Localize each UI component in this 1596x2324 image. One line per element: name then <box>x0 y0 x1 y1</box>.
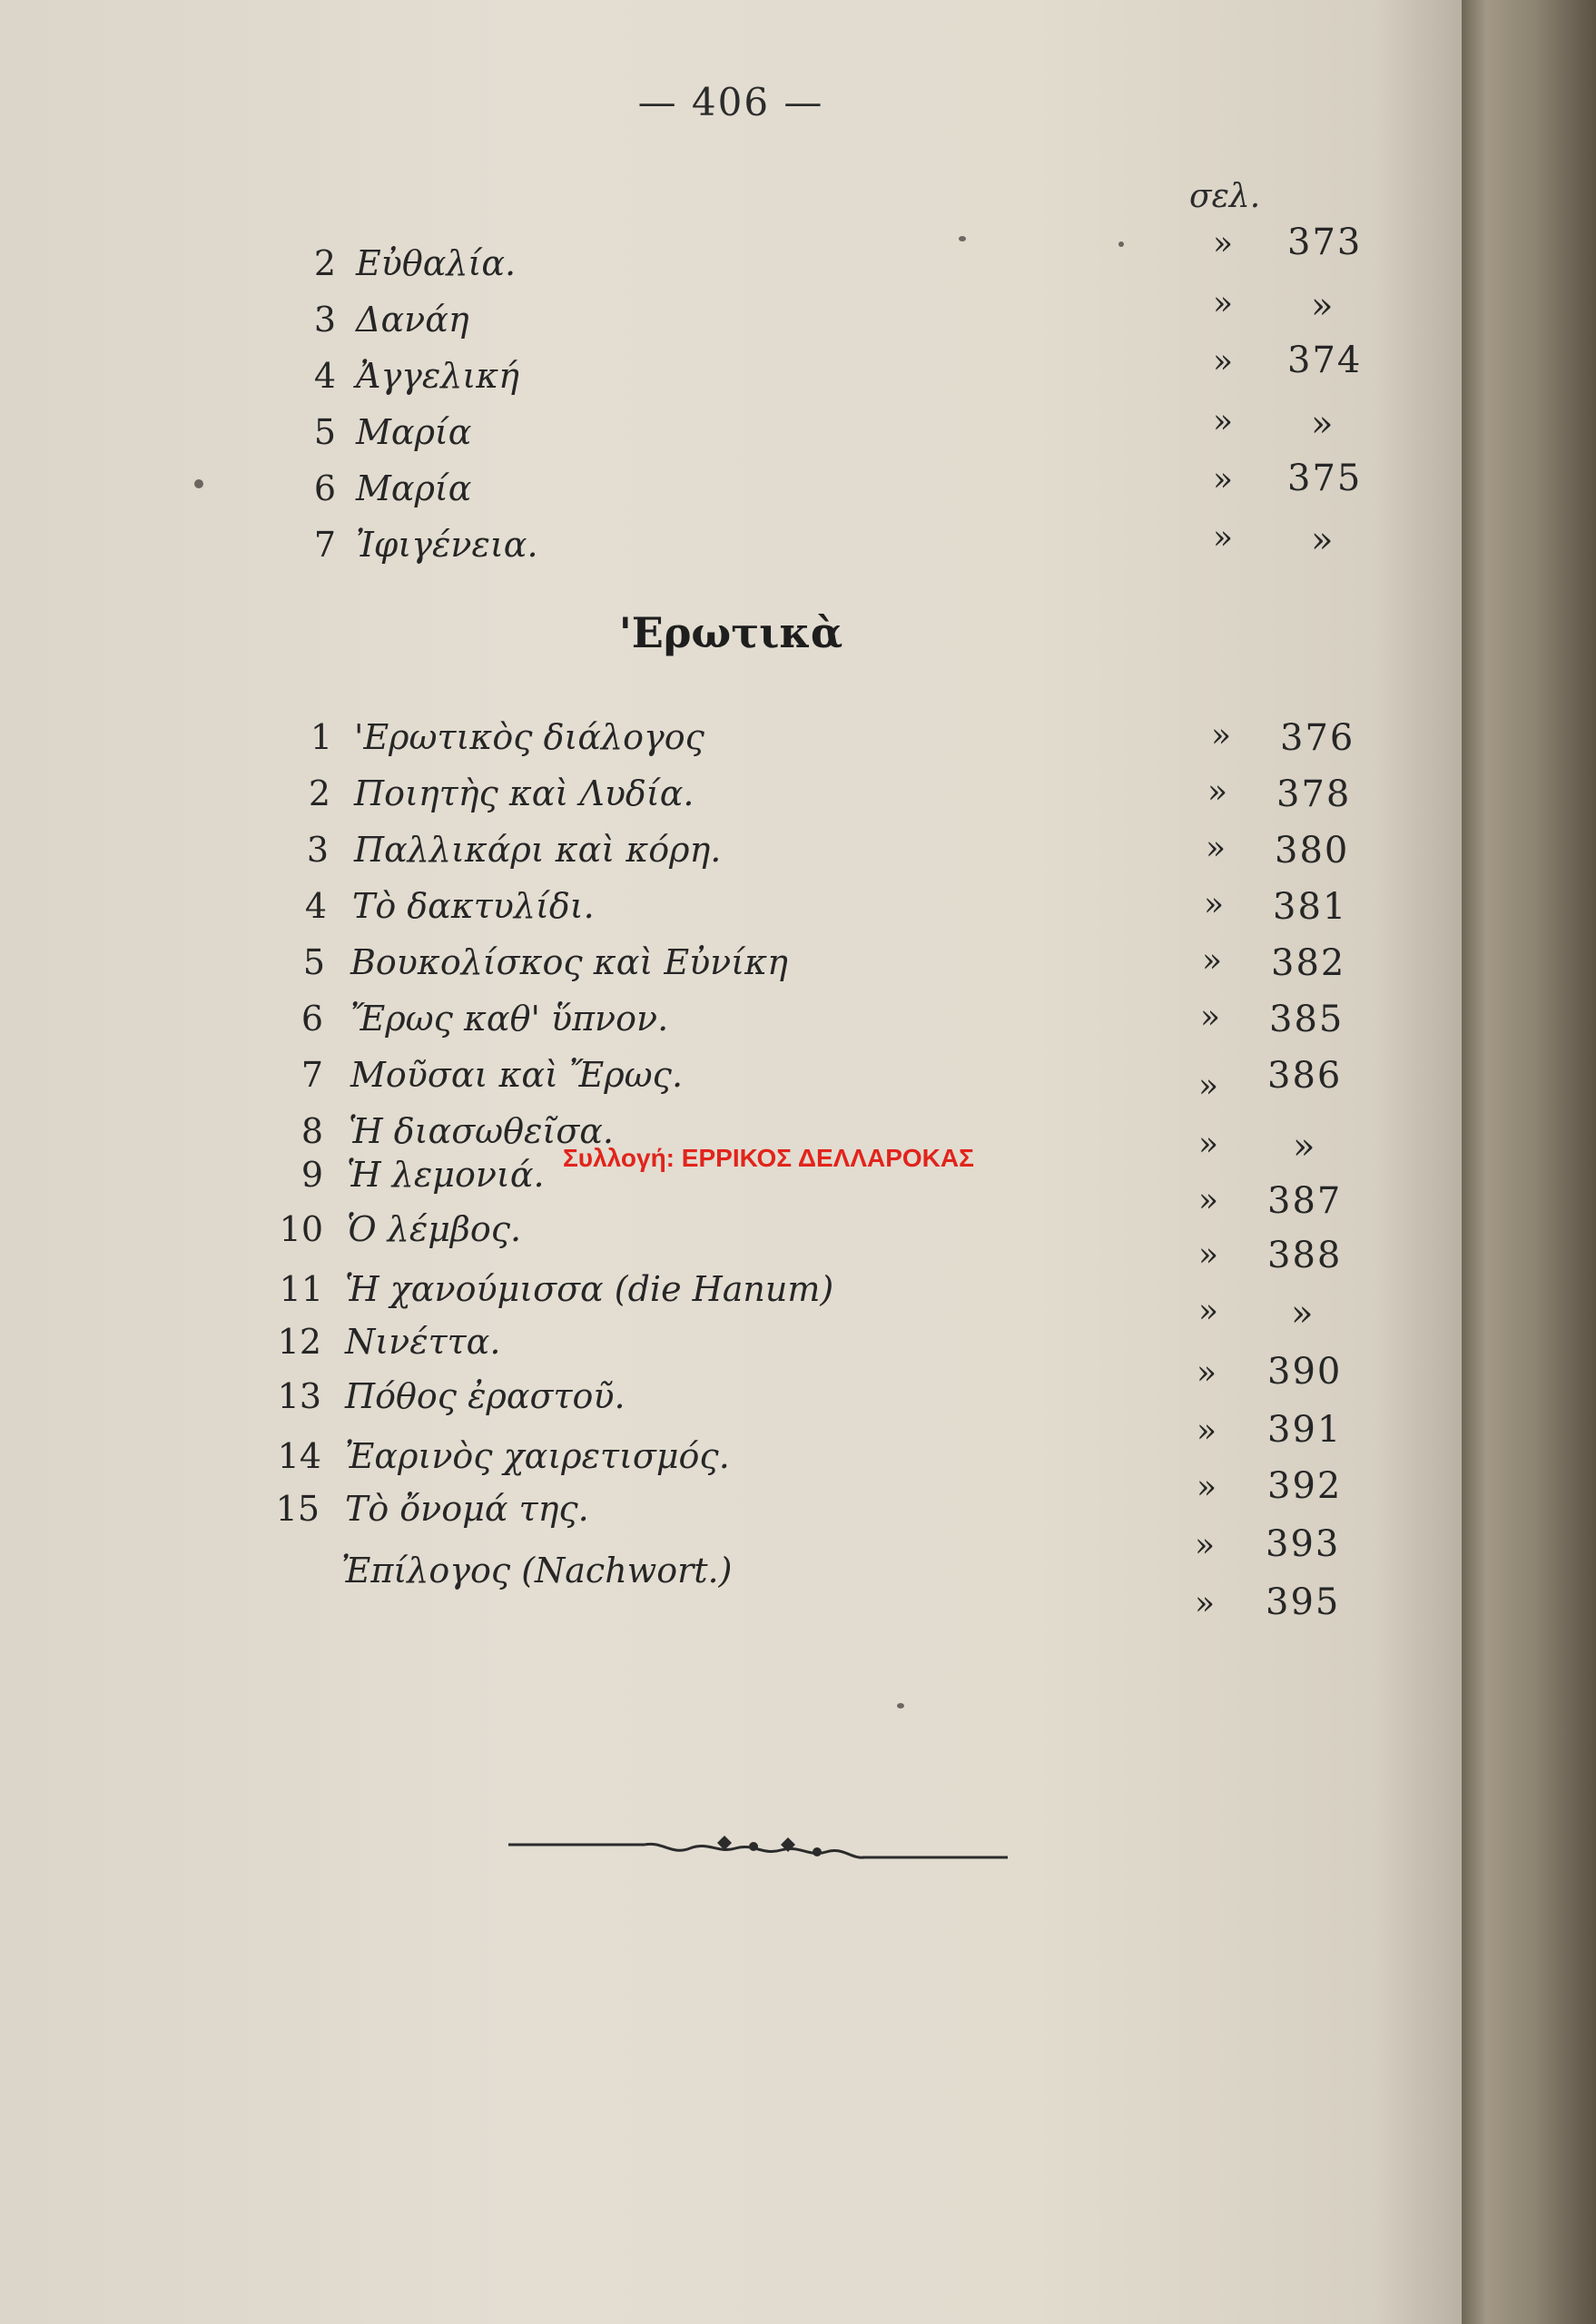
ditto-mark: » <box>1198 1126 1219 1163</box>
entry-number: 1 <box>310 717 332 757</box>
entry-page: » <box>1311 403 1335 445</box>
entry-title: 'Ερωτικὸς διάλογος <box>354 717 704 757</box>
toc-row <box>0 773 1462 828</box>
toc-row <box>0 886 1462 940</box>
page-number: — 406 — <box>637 80 824 124</box>
toc-row <box>0 1322 1462 1393</box>
ditto-mark: » <box>1200 999 1221 1036</box>
ditto-mark: » <box>1202 942 1223 980</box>
toc-row <box>0 403 1462 467</box>
entry-page: 391 <box>1267 1409 1343 1451</box>
ditto-mark: » <box>1213 225 1234 262</box>
toc-row <box>0 1489 1462 1565</box>
entry-number: 7 <box>300 1055 323 1095</box>
entry-title: Δανάη <box>356 300 469 340</box>
entry-page: 374 <box>1287 340 1363 381</box>
entry-title: Ὁ λέμβος. <box>347 1209 522 1249</box>
entry-number: 3 <box>313 300 336 340</box>
entry-page: 387 <box>1267 1180 1343 1222</box>
entry-number: 5 <box>302 942 325 982</box>
toc-row <box>0 717 1462 772</box>
entry-page: 385 <box>1269 999 1345 1040</box>
toc-row <box>0 942 1462 997</box>
entry-number: 5 <box>313 412 336 452</box>
entry-title: Ἀγγελική <box>356 356 519 396</box>
entry-page: 375 <box>1287 458 1363 499</box>
toc-row <box>0 285 1462 354</box>
toc-row <box>0 1551 1462 1623</box>
toc-row <box>0 222 1462 298</box>
ditto-mark: » <box>1198 1068 1219 1105</box>
book-spine <box>1462 0 1596 2324</box>
entry-title: Ἡ χανούμισσα (die Hanum) <box>345 1269 834 1309</box>
entry-title: Ἐαρινὸς χαιρετισμός. <box>345 1436 730 1476</box>
ditto-mark: » <box>1213 403 1234 440</box>
entry-title: Ἡ λεμονιά. <box>347 1155 545 1195</box>
ditto-mark: » <box>1204 886 1225 923</box>
paper-speck <box>1118 241 1124 247</box>
entry-page: 386 <box>1267 1055 1343 1097</box>
entry-number: 10 <box>279 1209 323 1249</box>
entry-page: 390 <box>1267 1351 1343 1393</box>
entry-title: Μαρία <box>356 412 472 452</box>
entry-title: Παλλικάρι καὶ κόρη. <box>354 830 722 870</box>
entry-number: 13 <box>277 1376 321 1416</box>
entry-number: 9 <box>300 1155 323 1195</box>
entry-page: 376 <box>1280 717 1355 759</box>
entry-page: » <box>1293 1126 1317 1167</box>
toc-row <box>0 999 1462 1053</box>
paper-speck <box>959 236 966 241</box>
toc-row <box>0 1055 1462 1109</box>
ditto-mark: » <box>1195 1527 1216 1564</box>
toc-row <box>0 340 1462 410</box>
entry-page: 380 <box>1275 830 1350 872</box>
entry-number: 2 <box>308 773 330 813</box>
toc-row <box>0 1376 1462 1451</box>
toc-row <box>0 458 1462 523</box>
entry-page: » <box>1311 519 1335 561</box>
entry-number: 3 <box>306 830 329 870</box>
ditto-mark: » <box>1198 1182 1219 1219</box>
entry-page: 373 <box>1287 222 1363 263</box>
ditto-mark: » <box>1197 1413 1217 1450</box>
entry-number: 4 <box>313 356 336 396</box>
entry-number: 8 <box>300 1111 323 1151</box>
ditto-mark: » <box>1195 1585 1216 1622</box>
ditto-mark: » <box>1197 1469 1217 1506</box>
ditto-mark: » <box>1213 461 1234 498</box>
toc-row <box>0 830 1462 884</box>
entry-title: Τὸ δακτυλίδι. <box>352 886 595 926</box>
entry-number: 6 <box>313 468 336 508</box>
entry-page: 382 <box>1271 942 1346 984</box>
decorative-ornament <box>508 1825 1008 1879</box>
entry-title: Μοῦσαι καὶ Ἔρως. <box>350 1055 684 1095</box>
ditto-mark: » <box>1206 830 1227 867</box>
entry-page: 395 <box>1266 1581 1341 1623</box>
toc-row <box>0 1436 1462 1507</box>
entry-title: Ἰφιγένεια. <box>356 525 538 565</box>
entry-number: 2 <box>313 243 336 283</box>
entry-title: Ἐπίλογος (Nachwort.) <box>341 1551 733 1590</box>
entry-title: Ἔρως καθ' ὕπνον. <box>350 999 669 1039</box>
entry-page: » <box>1311 285 1335 327</box>
ditto-mark: » <box>1197 1354 1217 1392</box>
toc-row <box>0 1269 1462 1334</box>
section-heading: 'Ερωτικὰ <box>618 608 843 657</box>
ditto-mark: » <box>1198 1236 1219 1274</box>
entry-number: 7 <box>313 525 336 565</box>
paper-speck <box>194 479 203 488</box>
entry-title: Βουκολίσκος καὶ Εὐνίκη <box>350 942 788 982</box>
toc-row <box>0 519 1462 579</box>
ditto-mark: » <box>1211 717 1232 754</box>
entry-page: 378 <box>1276 773 1352 815</box>
entry-title: Ἡ διασωθεῖσα. <box>349 1111 614 1151</box>
ditto-mark: » <box>1213 343 1234 380</box>
ditto-mark: » <box>1198 1293 1219 1330</box>
entry-page: 393 <box>1266 1523 1341 1565</box>
entry-page: 392 <box>1267 1465 1343 1507</box>
entry-number: 14 <box>277 1436 321 1476</box>
entry-page: 381 <box>1273 886 1348 928</box>
entry-number: 12 <box>277 1322 321 1362</box>
toc-row <box>0 1209 1462 1276</box>
ditto-mark: » <box>1213 285 1234 322</box>
entry-number: 6 <box>300 999 323 1039</box>
entry-title: Ποιητὴς καὶ Λυδία. <box>354 773 695 813</box>
entry-title: Νινέττα. <box>345 1322 501 1362</box>
collection-watermark: Συλλογή: ΕΡΡΙΚΟΣ ΔΕΛΛΑΡΟΚΑΣ <box>563 1144 974 1172</box>
entry-title: Πόθος ἐραστοῦ. <box>345 1376 626 1416</box>
paper-speck <box>897 1703 904 1709</box>
entry-page: 388 <box>1267 1235 1343 1276</box>
entry-number: 15 <box>275 1489 320 1529</box>
ditto-mark: » <box>1213 519 1234 556</box>
ditto-mark: » <box>1207 773 1228 811</box>
entry-number: 11 <box>279 1269 323 1309</box>
entry-page: » <box>1291 1293 1315 1334</box>
pages-column-header: σελ. <box>1189 178 1261 215</box>
entry-title: Εὐθαλία. <box>356 243 517 283</box>
entry-title: Μαρία <box>356 468 472 508</box>
entry-title: Τὸ ὄνομά της. <box>345 1489 589 1529</box>
entry-number: 4 <box>304 886 327 926</box>
